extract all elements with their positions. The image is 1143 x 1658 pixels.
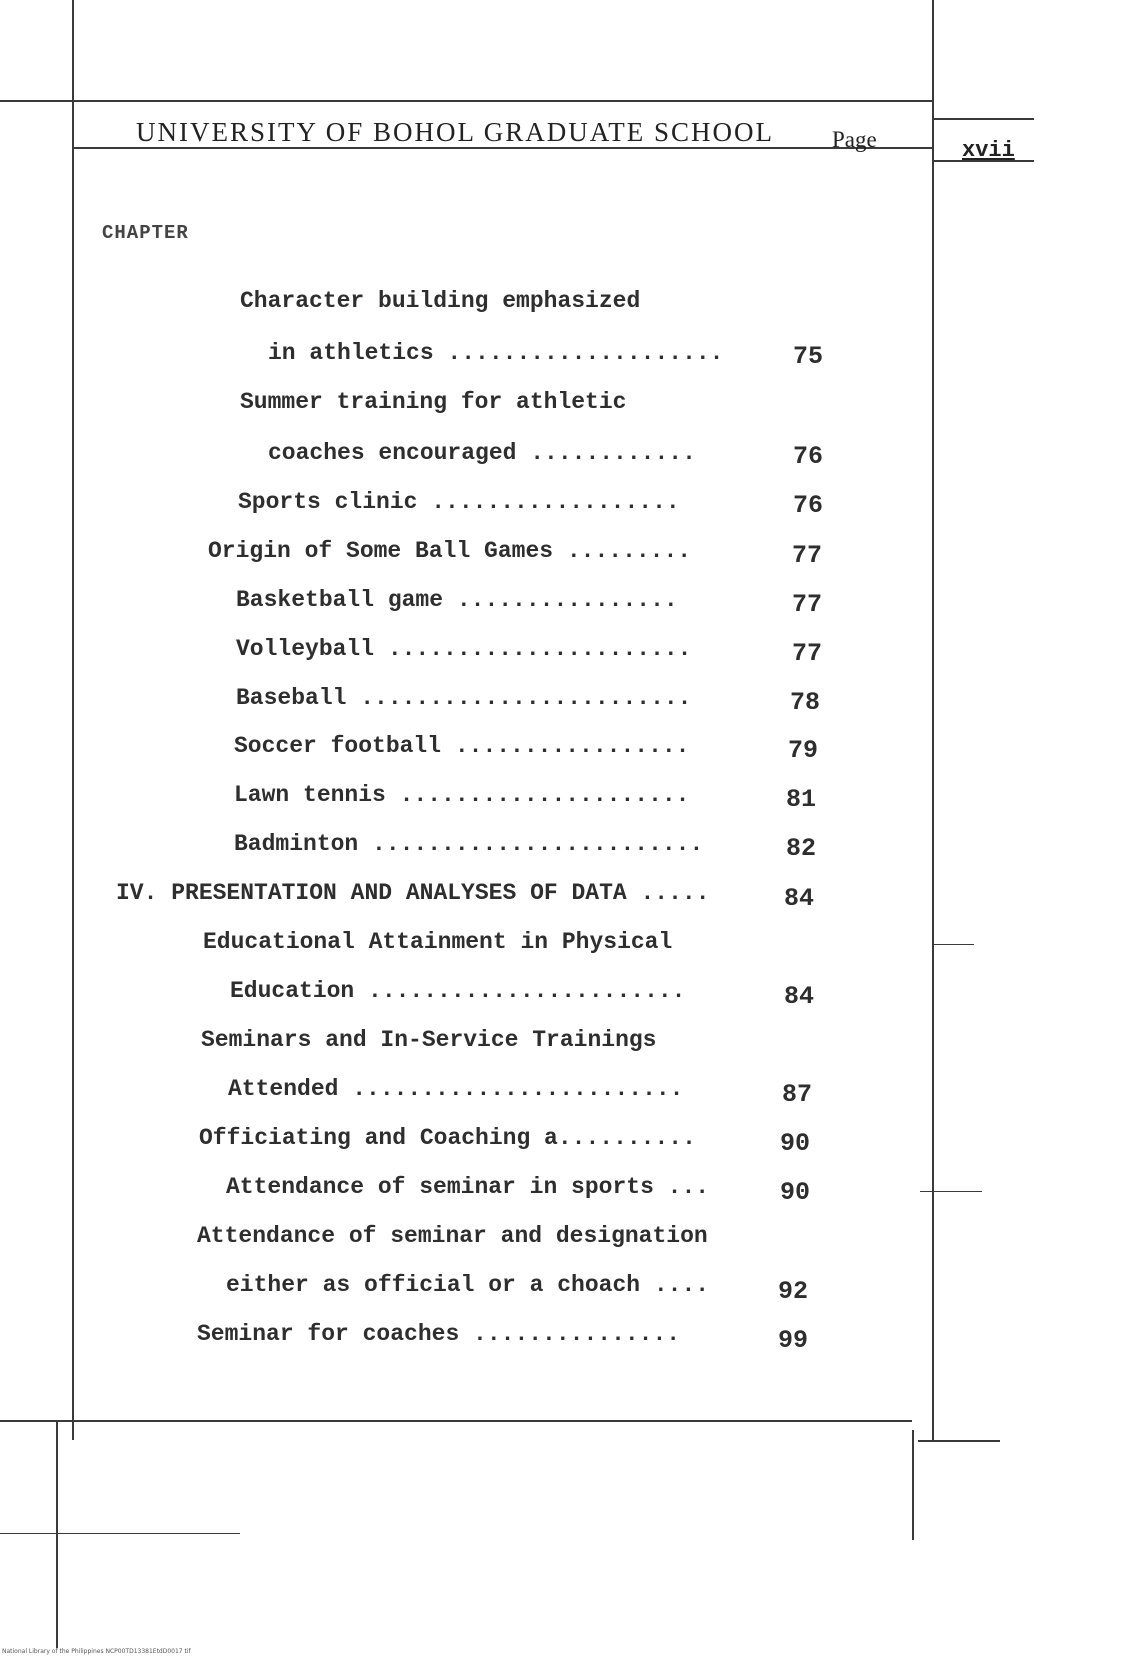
page-label: Page	[832, 127, 877, 152]
toc-page-number: 76	[793, 491, 824, 520]
toc-page-number: 77	[792, 639, 823, 668]
toc-entry: Attended ........................	[228, 1076, 684, 1102]
toc-page-number: 99	[778, 1326, 809, 1355]
school-header-title: UNIVERSITY OF BOHOL GRADUATE SCHOOL	[136, 117, 775, 147]
toc-entry: in athletics ....................	[268, 340, 724, 366]
toc-entry: Seminar for coaches ...............	[197, 1321, 681, 1347]
right-tab-line-top	[934, 118, 1034, 120]
toc-entry: Badminton ........................	[234, 831, 704, 857]
toc-entry: Baseball ........................	[236, 685, 692, 711]
page-number-roman: xvii	[962, 138, 1015, 163]
toc-page-number: 92	[778, 1277, 809, 1306]
toc-entry: Officiating and Coaching a..........	[199, 1125, 696, 1151]
footer-line-right	[918, 1440, 1000, 1442]
toc-entry: coaches encouraged ............	[268, 440, 696, 466]
toc-entry: Sports clinic ..................	[238, 489, 680, 515]
toc-entry: Soccer football .................	[234, 733, 690, 759]
left-margin-line	[72, 0, 74, 1440]
toc-entry: Summer training for athletic	[240, 389, 627, 415]
toc-chapter-entry: IV. PRESENTATION AND ANALYSES OF DATA .....	[116, 880, 710, 906]
side-tick-1	[934, 944, 974, 945]
toc-page-number: 79	[788, 736, 819, 765]
toc-entry: Attendance of seminar in sports ...	[226, 1174, 710, 1200]
toc-entry: Volleyball ......................	[236, 636, 692, 662]
toc-page-number: 87	[782, 1080, 813, 1109]
toc-page-number: 84	[784, 982, 815, 1011]
toc-entry: Origin of Some Ball Games .........	[208, 538, 692, 564]
bottom-short-line	[0, 1533, 240, 1534]
toc-page-number: 84	[784, 884, 815, 913]
toc-entry: Character building emphasized	[240, 288, 641, 314]
toc-page-number: 90	[780, 1129, 811, 1158]
header-top-line	[0, 100, 933, 102]
toc-entry: Educational Attainment in Physical	[203, 929, 673, 955]
toc-page-number: 75	[793, 342, 824, 371]
toc-entry: either as official or a choach ....	[226, 1272, 710, 1298]
toc-page-number: 76	[793, 442, 824, 471]
toc-entry: Attendance of seminar and designation	[197, 1223, 708, 1249]
right-margin-line	[932, 0, 934, 1440]
footer-caption: National Library of the Philippines NCP00TD13381EtdD0017 tif	[2, 1648, 191, 1655]
right-margin-line-lower	[912, 1430, 914, 1540]
toc-page-number: 81	[786, 785, 817, 814]
toc-entry: Lawn tennis .....................	[234, 782, 690, 808]
toc-page-number: 90	[780, 1178, 811, 1207]
footer-line	[0, 1420, 912, 1422]
toc-page-number: 78	[790, 688, 821, 717]
chapter-label: CHAPTER	[102, 222, 189, 244]
toc-page-number: 77	[792, 541, 823, 570]
left-margin-line-lower	[56, 1420, 58, 1648]
toc-page-number: 82	[786, 834, 817, 863]
toc-entry: Basketball game ................	[236, 587, 678, 613]
toc-entry: Seminars and In-Service Trainings	[201, 1027, 657, 1053]
toc-page-number: 77	[792, 590, 823, 619]
side-tick-2	[920, 1191, 982, 1192]
toc-entry: Education .......................	[230, 978, 686, 1004]
